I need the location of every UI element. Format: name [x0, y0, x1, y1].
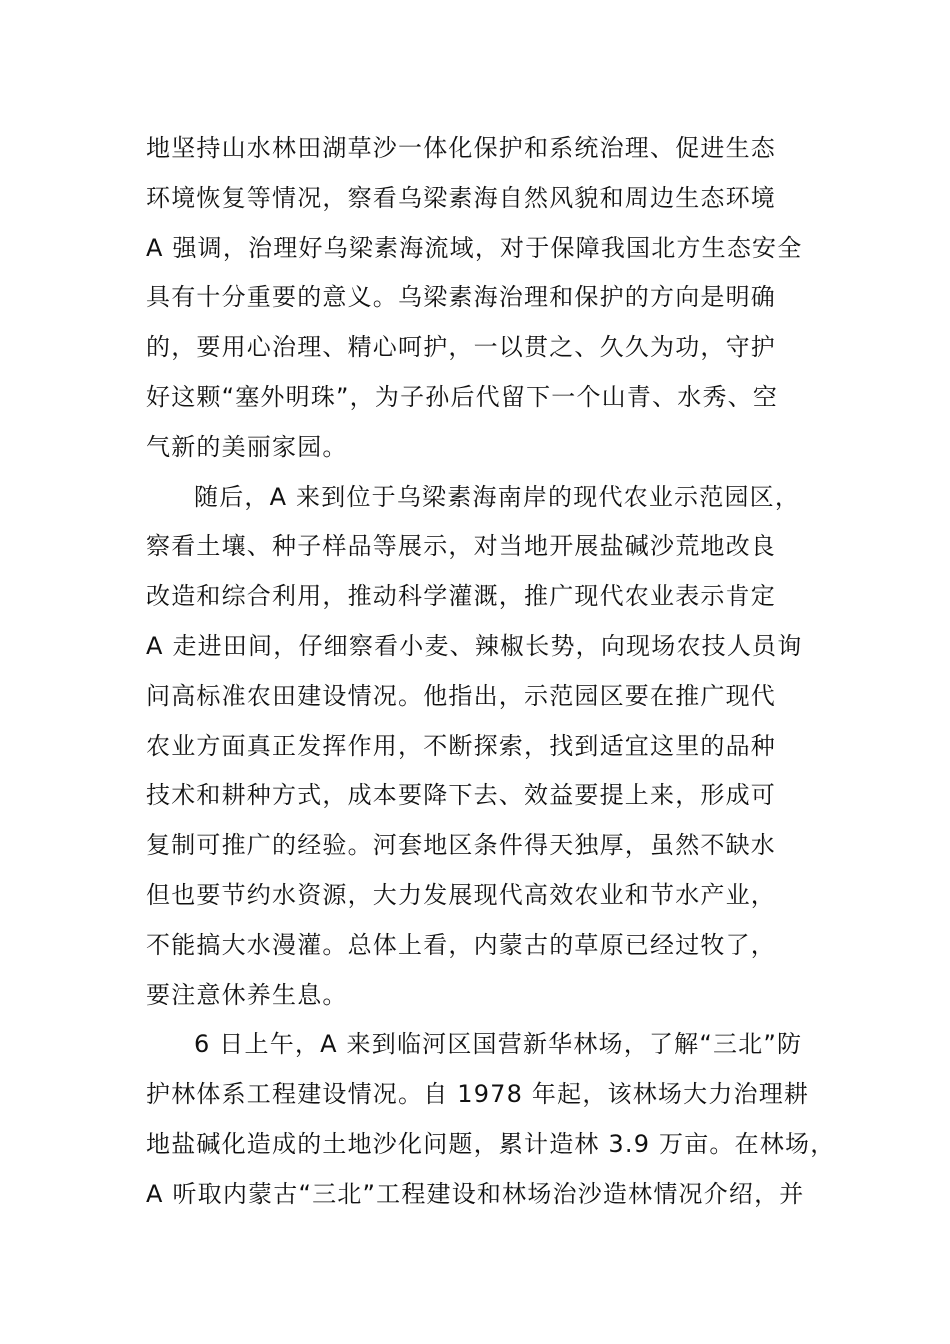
text-line: 地坚持山水林田湖草沙一体化保护和系统治理、促进生态: [146, 134, 776, 162]
text-line: 不能搞大水漫灌。总体上看，内蒙古的草原已经过牧了，: [146, 930, 776, 959]
text-line: 具有十分重要的意义。乌梁素海治理和保护的方向是明确: [146, 283, 776, 312]
body-text: [146, 124, 836, 1220]
text-line: 6 日上午，A 来到临河区国营新华林场，了解“三北”防: [194, 1030, 803, 1059]
text-line: 随后，A 来到位于乌梁素海南岸的现代农业示范园区，: [194, 482, 801, 511]
text-line: 复制可推广的经验。河套地区条件得天独厚，虽然不缺水: [146, 831, 776, 860]
text-line: 气新的美丽家园。: [146, 432, 348, 461]
text-line: A 听取内蒙古“三北”工程建设和林场治沙造林情况介绍，并: [146, 1179, 805, 1208]
text-line: 护林体系工程建设情况。自 1978 年起，该林场大力治理耕: [146, 1080, 810, 1109]
text-line: 技术和耕种方式，成本要降下去、效益要提上来，形成可: [146, 781, 776, 810]
text-line: 改造和综合利用，推动科学灌溉，推广现代农业表示肯定: [146, 582, 776, 611]
text-line: 但也要节约水资源，大力发展现代高效农业和节水产业，: [146, 880, 776, 909]
text-line: 农业方面真正发挥作用，不断探索，找到适宜这里的品种: [146, 731, 776, 760]
text-line: 要注意休养生息。: [146, 980, 348, 1009]
text-line: 好这颗“塞外明珠”，为子孙后代留下一个山青、水秀、空: [146, 382, 779, 411]
text-line: 环境恢复等情况，察看乌梁素海自然风貌和周边生态环境: [146, 183, 776, 212]
text-line: 地盐碱化造成的土地沙化问题，累计造林 3.9 万亩。在林场，: [146, 1129, 836, 1158]
text-line: A 走进田间，仔细察看小麦、辣椒长势，向现场农技人员询: [146, 631, 803, 660]
text-line: 问高标准农田建设情况。他指出，示范园区要在推广现代: [146, 681, 776, 710]
text-line: 的，要用心治理、精心呵护，一以贯之、久久为功，守护: [146, 333, 776, 362]
text-line: 察看土壤、种子样品等展示，对当地开展盐碱沙荒地改良: [146, 532, 776, 561]
text-line: A 强调，治理好乌梁素海流域，对于保障我国北方生态安全: [146, 233, 803, 262]
